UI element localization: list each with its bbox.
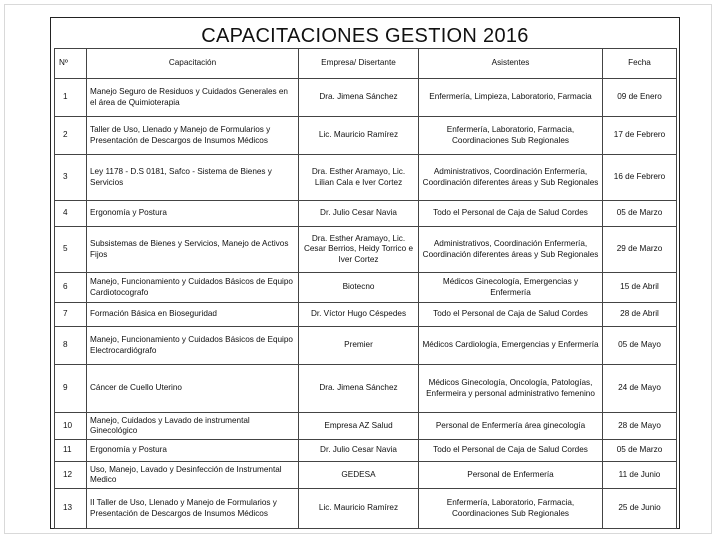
row-empresa: GEDESA	[299, 462, 419, 489]
row-fecha: 24 de Mayo	[603, 365, 677, 413]
row-asistentes: Administrativos, Coordinación Enfermería, Coordinación diferentes áreas y Sub Regionales	[419, 227, 603, 273]
row-empresa: Dra. Jimena Sánchez	[299, 365, 419, 413]
row-asistentes: Todo el Personal de Caja de Salud Cordes	[419, 303, 603, 327]
table-row	[55, 303, 677, 327]
row-fecha: 29 de Marzo	[603, 227, 677, 273]
row-empresa: Premier	[299, 327, 419, 365]
row-num: 7	[55, 303, 87, 327]
table-row	[55, 117, 677, 155]
row-num: 6	[55, 273, 87, 303]
row-num: 13	[55, 489, 87, 529]
row-num: 4	[55, 201, 87, 227]
row-asistentes: Enfermería, Laboratorio, Farmacia, Coordinaciones Sub Regionales	[419, 117, 603, 155]
row-fecha: 28 de Abril	[603, 303, 677, 327]
table-row	[55, 79, 677, 117]
page-title: CAPACITACIONES GESTION 2016	[201, 25, 529, 47]
row-num: 5	[55, 227, 87, 273]
row-asistentes: Personal de Enfermería área ginecología	[419, 413, 603, 440]
header-fecha: Fecha	[603, 49, 677, 79]
row-empresa: Dra. Esther Aramayo, Lic. Cesar Berrios, Heidy Torrico e Iver Cortez	[299, 227, 419, 273]
row-asistentes: Administrativos, Coordinación Enfermería, Coordinación diferentes áreas y Sub Regionales	[419, 155, 603, 201]
table-header-row	[55, 49, 677, 79]
row-capacitacion: II Taller de Uso, Llenado y Manejo de Formularios y Presentación de Descargos de Insumos Médicos	[87, 489, 299, 529]
row-empresa: Lic. Mauricio Ramírez	[299, 117, 419, 155]
table-row	[55, 440, 677, 462]
row-capacitacion: Uso, Manejo, Lavado y Desinfección de Instrumental Medico	[87, 462, 299, 489]
table-row	[55, 462, 677, 489]
row-capacitacion: Ergonomía y Postura	[87, 440, 299, 462]
row-capacitacion: Manejo, Funcionamiento y Cuidados Básicos de Equipo Cardiotocografo	[87, 273, 299, 303]
row-capacitacion: Manejo, Cuidados y Lavado de instrumental Ginecológico	[87, 413, 299, 440]
row-empresa: Dra. Esther Aramayo, Lic. Lilian Cala e Iver Cortez	[299, 155, 419, 201]
row-fecha: 05 de Marzo	[603, 201, 677, 227]
row-asistentes: Enfermería, Limpieza, Laboratorio, Farmacia	[419, 79, 603, 117]
header-capacitacion: Capacitación	[87, 49, 299, 79]
row-asistentes: Médicos Ginecología, Oncología, Patologías, Enfermeira y personal administrativo femenino	[419, 365, 603, 413]
table-row	[55, 273, 677, 303]
row-fecha: 28 de Mayo	[603, 413, 677, 440]
row-fecha: 05 de Mayo	[603, 327, 677, 365]
row-asistentes: Todo el Personal de Caja de Salud Cordes	[419, 201, 603, 227]
table-row	[55, 413, 677, 440]
row-empresa: Dra. Jimena Sánchez	[299, 79, 419, 117]
row-capacitacion: Cáncer de Cuello Uterino	[87, 365, 299, 413]
table-row	[55, 327, 677, 365]
row-capacitacion: Manejo Seguro de Residuos y Cuidados Generales en el área de Quimioterapia	[87, 79, 299, 117]
row-fecha: 05 de Marzo	[603, 440, 677, 462]
table-row	[55, 155, 677, 201]
row-capacitacion: Ergonomía y Postura	[87, 201, 299, 227]
trainings-table	[54, 48, 677, 529]
row-fecha: 16 de Febrero	[603, 155, 677, 201]
row-asistentes: Personal de Enfermería	[419, 462, 603, 489]
header-empresa: Empresa/ Disertante	[299, 49, 419, 79]
row-num: 9	[55, 365, 87, 413]
row-empresa: Biotecno	[299, 273, 419, 303]
row-asistentes: Médicos Cardiología, Emergencias y Enfermería	[419, 327, 603, 365]
row-capacitacion: Ley 1178 - D.S 0181, Safco - Sistema de Bienes y Servicios	[87, 155, 299, 201]
row-capacitacion: Taller de Uso, Llenado y Manejo de Formularios y Presentación de Descargos de Insumos Médicos	[87, 117, 299, 155]
row-num: 11	[55, 440, 87, 462]
row-fecha: 17 de Febrero	[603, 117, 677, 155]
table-row	[55, 227, 677, 273]
row-asistentes: Todo el Personal de Caja de Salud Cordes	[419, 440, 603, 462]
row-num: 8	[55, 327, 87, 365]
row-empresa: Dr. Julio Cesar Navia	[299, 201, 419, 227]
table-row	[55, 201, 677, 227]
row-empresa: Dr. Julio Cesar Navia	[299, 440, 419, 462]
row-empresa: Dr. Víctor Hugo Céspedes	[299, 303, 419, 327]
row-num: 10	[55, 413, 87, 440]
row-capacitacion: Manejo, Funcionamiento y Cuidados Básicos de Equipo Electrocardiógrafo	[87, 327, 299, 365]
row-asistentes: Médicos Ginecología, Emergencias y Enfermería	[419, 273, 603, 303]
row-num: 2	[55, 117, 87, 155]
row-num: 3	[55, 155, 87, 201]
table-row	[55, 489, 677, 529]
row-capacitacion: Formación Básica en Bioseguridad	[87, 303, 299, 327]
row-capacitacion: Subsistemas de Bienes y Servicios, Manejo de Activos Fijos	[87, 227, 299, 273]
row-num: 1	[55, 79, 87, 117]
header-asistentes: Asistentes	[419, 49, 603, 79]
row-fecha: 09 de Enero	[603, 79, 677, 117]
row-fecha: 25 de Junio	[603, 489, 677, 529]
row-num: 12	[55, 462, 87, 489]
header-num: Nº	[55, 49, 87, 79]
row-fecha: 11 de Junio	[603, 462, 677, 489]
row-empresa: Empresa AZ Salud	[299, 413, 419, 440]
table-row	[55, 365, 677, 413]
row-empresa: Lic. Mauricio Ramírez	[299, 489, 419, 529]
row-asistentes: Enfermería, Laboratorio, Farmacia, Coordinaciones Sub Regionales	[419, 489, 603, 529]
row-fecha: 15 de Abril	[603, 273, 677, 303]
